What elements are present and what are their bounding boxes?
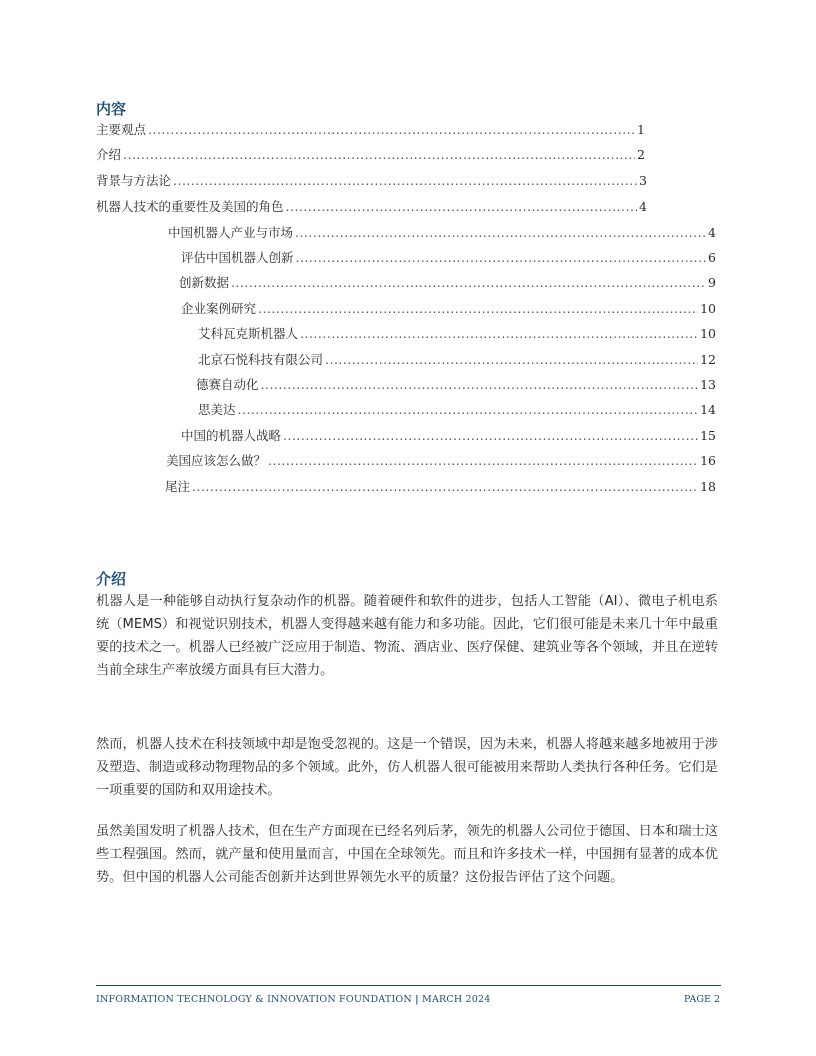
- toc-entry-page: 13: [700, 377, 716, 392]
- toc-entry-title: 北京石悦科技有限公司: [198, 352, 324, 367]
- toc-entry-page: 6: [708, 250, 716, 265]
- toc-leader-dots: [295, 224, 706, 242]
- toc-entry-page: 3: [639, 173, 647, 188]
- toc-entry-page: 12: [700, 352, 716, 367]
- toc-leader-dots: [283, 427, 698, 445]
- toc-leader-dots: [286, 198, 638, 216]
- toc-entry-key-takeaways[interactable]: [96, 121, 645, 139]
- toc-entry-page: 18: [700, 479, 716, 494]
- toc-entry-innovation-data[interactable]: [179, 274, 716, 292]
- introduction-heading: 介绍: [96, 570, 127, 588]
- intro-paragraph: 虽然美国发明了机器人技术，但在生产方面现在已经名列后茅，领先的机器人公司位于德国、日本和瑞士这些工程强国。然而，就产量和使用量而言，中国在全球领先。而且和许多技术一样，中国拥有显著的成本优势。但中国的机器人公司能否创新并达到世界领先水平的质量？这份报告评估了这个问题。: [96, 824, 718, 885]
- toc-leader-dots: [173, 172, 637, 190]
- toc-entry-beijing-shiyue[interactable]: [198, 351, 716, 369]
- toc-entry-title: 机器人技术的重要性及美国的角色: [96, 199, 284, 214]
- toc-entry-title: 尾注: [165, 479, 191, 494]
- toc-entry-title: 背景与方法论: [96, 173, 172, 188]
- toc-leader-dots: [123, 146, 635, 164]
- toc-entry-endnotes[interactable]: [165, 478, 716, 496]
- toc-leader-dots: [148, 121, 635, 139]
- toc-entry-title: 德赛自动化: [196, 377, 259, 392]
- toc-leader-dots: [300, 325, 698, 343]
- toc-entry-page: 4: [639, 199, 647, 214]
- toc-entry-ecovacs[interactable]: [198, 325, 716, 343]
- toc-leader-dots: [258, 300, 698, 318]
- toc-entry-page: 16: [700, 453, 716, 468]
- toc-heading: 内容: [96, 100, 127, 118]
- footer-date: MARCH 2024: [422, 994, 491, 1005]
- footer-divider: [96, 985, 721, 986]
- footer-org: INFORMATION TECHNOLOGY & INNOVATION FOUNDATION: [96, 994, 412, 1005]
- toc-entry-page: 14: [700, 402, 716, 417]
- intro-paragraph: 然而，机器人技术在科技领域中却是饱受忽视的。这是一个错误，因为未来，机器人将越来越多地被用于涉及塑造、制造或移动物理物品的多个领域。此外，仿人机器人很可能被用来帮助人类执行各种任务。它们是一项重要的国防和双用途技术。: [96, 737, 718, 798]
- toc-entry-page: 4: [708, 225, 716, 240]
- toc-entry-title: 中国的机器人战略: [181, 428, 282, 443]
- toc-entry-title: 艾科瓦克斯机器人: [198, 326, 299, 341]
- footer-separator: |: [415, 994, 419, 1005]
- toc-leader-dots: [231, 274, 706, 292]
- toc-entry-page: 2: [637, 147, 645, 162]
- toc-leader-dots: [296, 249, 707, 267]
- toc-entry-title: 中国机器人产业与市场: [168, 225, 294, 240]
- toc-entry-case-studies[interactable]: [181, 300, 716, 318]
- intro-paragraph: 机器人是一种能够自动执行复杂动作的机器。随着硬件和软件的进步，包括人工智能（AI）、微电子机电系统（MEMS）和视觉识别技术，机器人变得越来越有能力和多功能。因此，它们很可能是未来几十年中最重要的技术之一。机器人已经被广泛应用于制造、物流、酒店业、医疗保健、建筑业等各个领域，并且在逆转当前全球生产率放缓方面具有巨大潜力。: [96, 594, 718, 678]
- toc-entry-title: 美国应该怎么做？: [166, 453, 267, 468]
- toc-entry-desai-automation[interactable]: [196, 376, 716, 394]
- toc-leader-dots: [192, 478, 698, 496]
- toc-entry-title: 评估中国机器人创新: [181, 250, 294, 265]
- toc-entry-title: 主要观点: [96, 122, 147, 137]
- toc-entry-simeida[interactable]: [198, 401, 716, 419]
- toc-entry-china-strategy[interactable]: [181, 427, 716, 445]
- toc-entry-page: 10: [700, 301, 716, 316]
- toc-entry-background-methodology[interactable]: [96, 172, 647, 190]
- footer-publisher: [96, 994, 491, 1005]
- toc-entry-page: 1: [637, 122, 645, 137]
- toc-entry-robotics-importance[interactable]: [96, 198, 647, 216]
- toc-entry-assessing-innovation[interactable]: [181, 249, 716, 267]
- toc-leader-dots: [261, 376, 699, 394]
- toc-leader-dots: [325, 351, 698, 369]
- toc-leader-dots: [268, 452, 698, 470]
- toc-entry-page: 15: [700, 428, 716, 443]
- footer-page-number: PAGE 2: [684, 994, 720, 1005]
- toc-entry-title: 介绍: [96, 147, 122, 162]
- toc-entry-introduction[interactable]: [96, 146, 645, 164]
- toc-entry-title: 思美达: [198, 402, 236, 417]
- toc-entry-title: 企业案例研究: [181, 301, 257, 316]
- toc-entry-page: 9: [708, 275, 716, 290]
- toc-entry-title: 创新数据: [179, 275, 230, 290]
- toc-entry-what-should-us-do[interactable]: [166, 452, 716, 470]
- toc-entry-page: 10: [700, 326, 716, 341]
- toc-leader-dots: [238, 401, 699, 419]
- toc-entry-china-industry-market[interactable]: [168, 224, 716, 242]
